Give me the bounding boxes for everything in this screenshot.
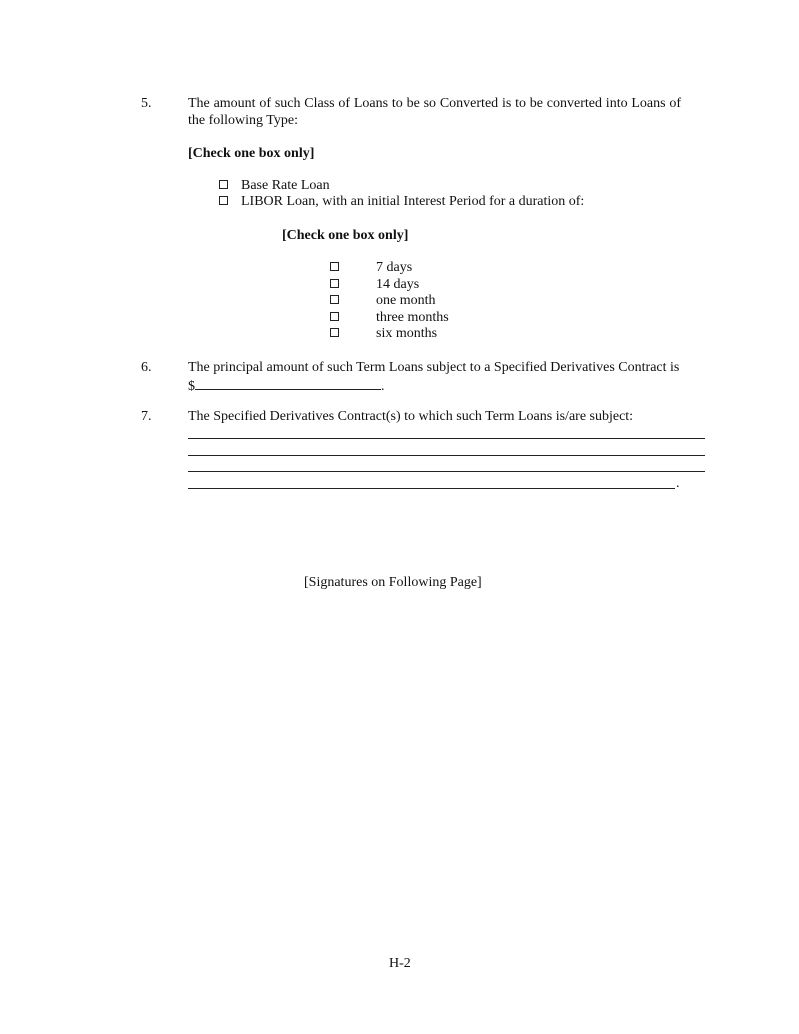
option-libor-loan: LIBOR Loan, with an initial Interest Period for a duration of: (241, 194, 585, 209)
checkbox-14-days[interactable] (330, 279, 339, 288)
item-5-instruction: [Check one box only] (188, 146, 315, 161)
checkbox-7-days[interactable] (330, 262, 339, 271)
duration-7-days: 7 days (376, 260, 413, 275)
checkbox-six-months[interactable] (330, 328, 339, 337)
checkbox-one-month[interactable] (330, 295, 339, 304)
item-7-period: . (676, 476, 680, 491)
duration-one-month: one month (376, 293, 436, 308)
item-7-text-line-1: The Specified Derivatives Contract(s) to which such Term Loans is/are subject: (188, 409, 634, 424)
option-base-rate-loan: Base Rate Loan (241, 178, 330, 193)
item-6-number: 6. (141, 360, 152, 375)
currency-symbol: $ (188, 379, 195, 394)
duration-14-days: 14 days (376, 277, 420, 292)
item-6-amount-line (188, 376, 385, 395)
item-6-text-line-1: The principal amount of such Term Loans subject to a Specified Derivatives Contract is (188, 360, 680, 375)
item-7-number: 7. (141, 409, 152, 424)
contract-blank-line-2[interactable] (188, 455, 705, 456)
duration-six-months: six months (376, 326, 438, 341)
signature-note: [Signatures on Following Page] (304, 575, 482, 590)
item-5-text-line-1: The amount of such Class of Loans to be so Converted is to be converted into Loans of (188, 96, 682, 111)
page-number: H-2 (389, 956, 411, 971)
duration-three-months: three months (376, 310, 449, 325)
item-6-period: . (381, 379, 385, 394)
checkbox-libor-loan[interactable] (219, 196, 228, 205)
item-5-text-line-2: the following Type: (188, 113, 298, 128)
checkbox-base-rate-loan[interactable] (219, 180, 228, 189)
checkbox-three-months[interactable] (330, 312, 339, 321)
contract-blank-line-1[interactable] (188, 438, 705, 439)
item-5-number: 5. (141, 96, 152, 111)
contract-blank-line-4[interactable] (188, 488, 675, 489)
item-5-sub-instruction: [Check one box only] (282, 228, 409, 243)
contract-blank-line-3[interactable] (188, 471, 705, 472)
principal-amount-blank[interactable] (195, 376, 381, 390)
